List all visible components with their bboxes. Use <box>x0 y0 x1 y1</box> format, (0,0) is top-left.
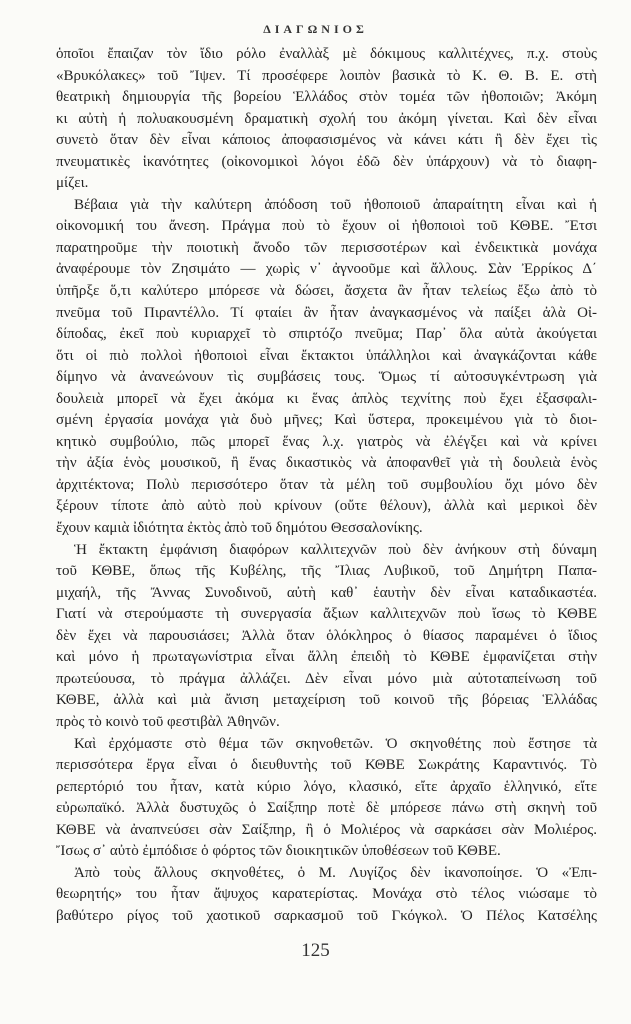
text-line: πνεῦμα τοῦ Πιραντέλλο. Τί φταίει ἂν ἦταν ἀναγκασμένος νὰ παίξει ἀλὰ Οἰ- <box>56 304 597 321</box>
text-line: Ἴσως σ᾽ αὐτὸ ἐμπόδισε ὁ φόρτος τῶν διοικητικῶν ὑποθέσεων τοῦ ΚΘΒΕ. <box>56 843 501 860</box>
paragraph <box>56 44 597 195</box>
text-line: τοῦ ΚΘΒΕ, ὅπως τῆς Κυβέλης, τῆς Ἴλιας Λυβικοῦ, τοῦ Δημήτρη Παπα- <box>56 563 597 580</box>
text-line: κι αὐτὴ ἡ πολυακουσμένη δραματικὴ σχολή του ἀκόμη γίνεται. Καὶ δὲν εἶναι <box>56 110 597 127</box>
text-line: Ἡ ἔκτακτη ἐμφάνιση διαφόρων καλλιτεχνῶν ποὺ δὲν ἀνήκουν στὴ δύναμη <box>74 541 597 558</box>
text-line: δίποδας, ἐκεῖ ποὺ κυριαρχεῖ τὸ σπιρτόζο πνεῦμα; Παρ᾽ ὅλα αὐτὰ ἀκούγεται <box>56 326 597 343</box>
text-line: Καὶ ἐρχόμαστε στὸ θέμα τῶν σκηνοθετῶν. Ὁ σκηνοθέτης ποὺ ἔστησε τὰ <box>74 735 597 752</box>
paragraph <box>56 863 597 928</box>
text-line: κητικὸ συμβούλιο, πῶς μπορεῖ ἕνας λ.χ. γιατρὸς νὰ ἐλέγξει καὶ νὰ κρίνει <box>56 433 597 450</box>
text-line: εὐρωπαϊκό. Ἀλλὰ δυστυχῶς ὁ Σαίξπηρ ποτὲ δὲ μπόρεσε πάνω στὴ σκηνὴ τοῦ <box>56 800 597 817</box>
text-line: ὑπῆρξε ὅ,τι καλύτερο μπόρεσε νὰ δώσει, ἄσχετα ἂν ἦταν τελείως ἔξω ἀπὸ τὸ <box>56 283 597 300</box>
text-line: ἔχουν καμιὰ ἰδιότητα ἐκτὸς ἀπὸ τοῦ δημότου Θεσσαλονίκης. <box>56 520 423 537</box>
paragraph <box>56 195 597 540</box>
text-line: παρατηροῦμε τὴν ποιοτικὴ ἄνοδο τῶν περισσοτέρων καὶ ἐνδεικτικὰ μονάχα <box>56 239 597 256</box>
page-number: 125 <box>301 940 330 961</box>
text-line: ξέρουν τίποτε ἀπὸ αὐτὸ ποὺ κρίνουν (οὔτε θέλουν), ἀλλὰ καὶ μερικοὶ δὲν <box>56 498 597 515</box>
text-line: μιχαήλ, τῆς Ἄννας Συνοδινοῦ, αὐτὴ καθ᾽ ἑαυτὴν δὲν εἶναι καταδικαστέα. <box>56 584 597 601</box>
text-line: ΚΘΒΕ νὰ ἀναπνεύσει σὰν Σαίξπηρ, ἢ ὁ Μολιέρος νὰ σαρκάσει σὰν Μολιέρος. <box>56 821 597 838</box>
text-line: Βέβαια γιὰ τὴν καλύτερη ἀπόδοση τοῦ ἠθοποιοῦ ἀπαραίτητη εἶναι καὶ ἡ <box>74 196 597 213</box>
text-line: οἰκονομική του ἄνεση. Πράγμα ποὺ τὸ ἔχουν οἱ ἠθοποιοὶ τοῦ ΚΘΒΕ. Ἔτσι <box>56 218 597 235</box>
text-line: θεατρικὴ δημιουργία τῆς βορείου Ἑλλάδος στὸν τομέα τῶν ἠθοποιῶν; Ἀκόμη <box>56 89 597 106</box>
text-line: καὶ μόνο ἡ πρωταγωνίστρια εἶναι ἄλλη ἐπειδὴ τὸ ΚΘΒΕ ἐμφανίζεται στὴν <box>56 649 597 666</box>
text-line: τὴν ἀξία ἑνὸς μουσικοῦ, ἢ ἕνας δικαστικὸς νὰ ἀποφανθεῖ γιὰ τὴ δουλειὰ ἑνὸς <box>56 455 597 472</box>
text-line: ἀναφέρουμε τὸν Ζησιμάτο — χωρὶς ν᾽ ἀγνοοῦμε καὶ ἄλλους. Σὰν Ἐρρίκος Δ΄ <box>56 261 597 278</box>
text-line: Ἀπὸ τοὺς ἄλλους σκηνοθέτες, ὁ Μ. Λυγίζος δὲν ἱκανοποίησε. Ὁ «Ἐπι- <box>74 864 597 881</box>
text-line: πρὸς τὸ κοινὸ τοῦ φεστιβὰλ Ἀθηνῶν. <box>56 713 280 730</box>
text-line: «Βρυκόλακες» τοῦ Ἴψεν. Τί προσέφερε λοιπὸν βασικὰ τὸ Κ. Θ. Β. Ε. στὴ <box>56 67 597 84</box>
text-line: σμένη ἐργασία μονάχα γιὰ δυὸ μῆνες; Καὶ ὕστερα, προκειμένου γιὰ τὸ διοι- <box>56 412 597 429</box>
text-line: μίζει. <box>56 175 89 192</box>
paragraph <box>56 734 597 863</box>
text-line: δίμηνο νὰ ἀνανεώνουν τὶς συμβάσεις τους. Ὅμως τί αὐτοσυγκέντρωση γιὰ <box>56 369 597 386</box>
text-line: συνετὸ ὅταν δὲν εἶναι κάποιος ἀποφασισμένος νὰ κάνει κάτι ἢ δὲν ἔχει τὶς <box>56 132 597 149</box>
text-line: ΚΘΒΕ, ἀλλὰ καὶ μιὰ ἄνιση μεταχείριση τοῦ κοινοῦ τῆς βόρειας Ἑλλάδας <box>56 692 597 709</box>
text-line: θεωρητής» του ἦταν ἄψυχος καρατερίστας. Μονάχα στὸ τέλος νιώσαμε τὸ <box>56 886 597 903</box>
paragraph <box>56 540 597 734</box>
text-line: ὁποῖοι ἔπαιζαν τὸν ἴδιο ρόλο ἐναλλὰξ μὲ δόκιμους καλλιτέχνες, π.χ. στοὺς <box>56 46 597 62</box>
running-header: ΔΙΑΓΩΝΙΟΣ <box>263 22 368 36</box>
text-line: πνευματικὲς ἱκανότητες (οἰκονομικοὶ λόγοι ἐδῶ δὲν ὑπάρχουν) νὰ τὸ διαφη- <box>56 153 597 170</box>
text-line: Γιατί νὰ στερούμαστε τὴ συνεργασία ἄξιων καλλιτεχνῶν ποὺ ἴσως τὸ ΚΘΒΕ <box>56 606 597 623</box>
text-line: ὅτι οἱ πιὸ πολλοὶ ἠθοποιοὶ εἶναι ἔκτακτοι ὑπάλληλοι καὶ ἀναγκάζονται κάθε <box>56 347 597 364</box>
text-line: βαθύτερο ρίγος τοῦ χαοτικοῦ σαρκασμοῦ τοῦ Γκόγκολ. Ὁ Πέλος Κατσέλης <box>56 907 597 924</box>
text-line: δὲν ἔχει νὰ παρουσιάσει; Ἀλλὰ ὅταν ὁλόκληρος ὁ θίασος παραμένει ὁ ἴδιος <box>56 627 597 644</box>
body-text <box>56 44 597 927</box>
text-line: περισσότερα ἔργα εἶναι ὁ διευθυντὴς τοῦ ΚΘΒΕ Σωκράτης Καραντινός. Τὸ <box>56 757 597 774</box>
text-line: δουλειὰ μπορεῖ νὰ ἔχει ἀκόμα κι ἕνας ἁπλὸς τεχνίτης ποὺ ἔχει ἐξασφαλι- <box>56 390 597 407</box>
text-line: ἀρχιτέκτονα; Πολὺ περισσότερο ὅταν τὰ μέλη τοῦ συμβουλίου ὄχι μόνο δὲν <box>56 476 597 493</box>
text-line: ρεπερτόριό του ἦταν, κατὰ κύριο λόγο, κλασικό, εἴτε ἀρχαῖο ἑλληνικό, εἴτε <box>56 778 597 795</box>
text-line: πρωτεύουσα, τὸ πράγμα ἀλλάζει. Δὲν εἶναι μόνο μιὰ αὐτοταπείνωση τοῦ <box>56 670 597 687</box>
